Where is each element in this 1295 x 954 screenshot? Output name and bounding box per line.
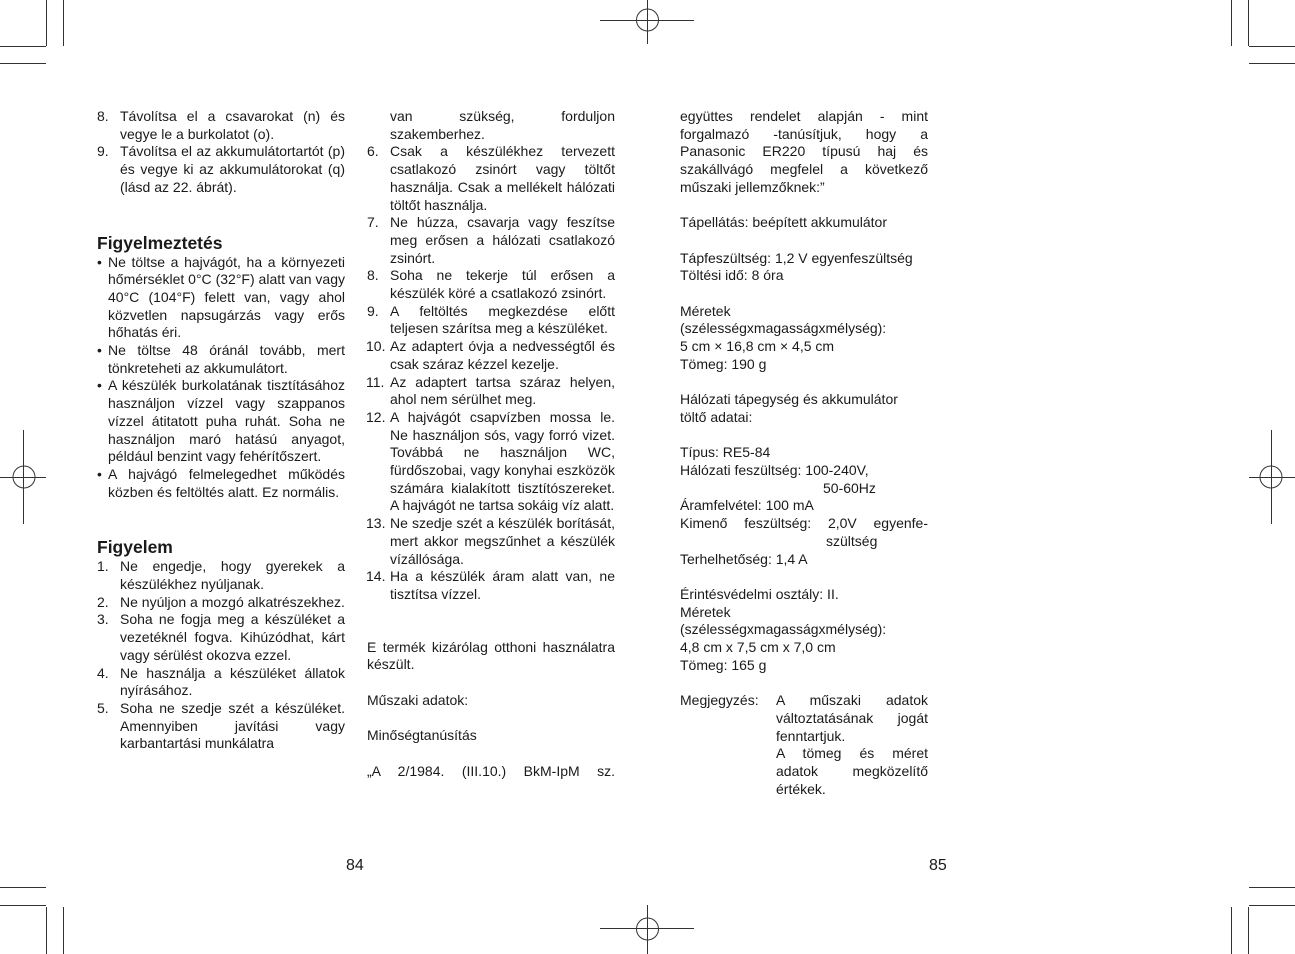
note-text: A tömeg és méret adatok megközelítő értékek. — [776, 745, 928, 797]
supply-voltage: Tápfeszültség: 1,2 V egyenfeszültség — [680, 249, 913, 266]
specs-title: Műszaki adatok: — [367, 691, 469, 708]
mains-voltage: Hálózati feszültség: 100-240V, — [680, 461, 869, 478]
note-label: Megjegyzés: — [680, 692, 759, 709]
protection-class: Érintésvédelmi osztály: II. — [680, 585, 839, 602]
warning-bullet: • Ne töltse 48 óránál tovább, mert tönkreteheti az akkumulátort. — [97, 342, 345, 376]
dimensions-desc: (szélességxmagasságxmélység): — [680, 320, 887, 337]
quality-title: Minőségtanúsítás — [367, 727, 477, 744]
list-item: 11. Az adaptert tartsa száraz helyen, ahol nem sérülhet meg. — [366, 373, 615, 408]
adapter-dimensions-value: 4,8 cm x 7,5 cm x 7,0 cm — [680, 639, 836, 655]
list-item: 12. A hajvágót csapvízben mossa le. Ne használjon sós, vagy forró vizet. Továbbá ne használjon WC, fürdőszobai, vagy konyhai eszközök számára kialakított tisztítószereket. A hajvágót ne tartsa sokáig víz alatt. — [366, 408, 615, 514]
list-item: 6. Csak a készülékhez tervezett csatlakozó zsinórt vagy töltőt használja. Csak a mellékelt hálózati töltőt használja. — [367, 143, 615, 213]
adapter-weight: Tömeg: 165 g — [680, 656, 767, 673]
list-item: 2. Ne nyúljon a mozgó alkatrészekhez. — [97, 593, 345, 610]
list-item: 9. A feltöltés megkezdése előtt teljesen szárítsa meg a készüléket. — [367, 302, 615, 337]
list-item-continuation: van szükség, forduljon szakemberhez. — [390, 108, 615, 142]
list-item: 5. Soha ne szedje szét a készüléket. Amennyiben javítási vagy karbantartási munkálatra — [97, 699, 345, 752]
list-item: 8. Távolítsa el a csavarokat (n) és vegye le a burkolatot (o). — [97, 108, 345, 142]
dimensions-value: 5 cm × 16,8 cm × 4,5 cm — [680, 338, 835, 355]
list-item: 7. Ne húzza, csavarja vagy feszítse meg erősen a hálózati csatlakozó zsinórt. — [367, 214, 615, 266]
registration-mark-bottom — [600, 905, 694, 954]
left-column — [97, 108, 345, 753]
note-block — [680, 692, 928, 798]
adapter-dimensions-label: Méretek — [680, 603, 731, 620]
weight: Tömeg: 190 g — [680, 355, 767, 372]
warning-heading: Figyelmeztetés — [97, 232, 223, 253]
caution-heading: Figyelem — [97, 537, 173, 558]
list-item: 10. Az adaptert óvja a nedvességtől és csak száraz kézzel kezelje. — [366, 338, 615, 372]
home-use-note: E termék kizárólag otthoni használatra készült. — [367, 638, 615, 673]
power-supply: Tápellátás: beépített akkumulátor — [680, 214, 888, 231]
list-item: 13. Ne szedje szét a készülék borítását, mert akkor megszűnhet a készülék vízállósága. — [366, 515, 615, 567]
warning-bullet: • A készülék burkolatának tisztításához használjon vízzel vagy szappanos vízzel átitatott puha ruhát. Soha ne használjon maró hatású anyagot, például benzint vagy fehérítőszert. — [97, 377, 345, 465]
current-draw: Áramfelvétel: 100 mA — [680, 497, 814, 514]
list-item: 14. Ha a készülék áram alatt van, ne tisztítsa vízzel. — [366, 568, 615, 602]
registration-mark-right — [1249, 430, 1295, 524]
list-item: 1. Ne engedje, hogy gyerekek a készülékhez nyúljanak. — [97, 558, 345, 593]
decree-continuation: együttes rendelet alapján - mint forgalmazó -tanúsítjuk, hogy a Panasonic ER220 típusú haj és szakállvágó megfelel a következő műszaki jellemzőknek:” — [680, 108, 928, 195]
adapter-type: Típus: RE5-84 — [680, 444, 771, 461]
registration-mark-top — [600, 0, 694, 44]
note-text: A műszaki adatok változtatásának jogát fenntartjuk. — [776, 692, 928, 744]
list-item: 4. Ne használja a készüléket állatok nyírásához. — [97, 664, 345, 699]
load-capacity: Terhelhetőség: 1,4 A — [680, 550, 808, 567]
output-voltage-cont: szültség — [826, 532, 878, 549]
decree-start: „A 2/1984. (III.10.) BkM-IpM sz. — [367, 762, 615, 779]
list-item: 8. Soha ne tekerje túl erősen a készülék köré a csatlakozó zsinórt. — [367, 267, 615, 302]
middle-column — [367, 108, 615, 780]
warning-bullet: • Ne töltse a hajvágót, ha a környezeti hőmérséklet 0°C (32°F) alatt van vagy 40°C (104°F) felett van, vagy ahol közvetlen napsugárzás vagy erős hőhatás éri. — [97, 253, 345, 341]
mains-frequency: 50-60Hz — [823, 479, 876, 496]
adapter-title: Hálózati tápegység és akkumulátor töltő adatai: — [680, 391, 898, 425]
warning-bullet: • A hajvágó felmelegedhet működés közben és feltöltés alatt. Ez normális. — [97, 465, 345, 500]
adapter-dimensions-desc: (szélességxmagasságxmélység): — [680, 621, 887, 638]
list-item: 9. Távolítsa el az akkumulátortartót (p) és vegye ki az akkumulátorokat (q) (lásd az 22. ábrát). — [97, 143, 345, 195]
list-item: 3. Soha ne fogja meg a készüléket a vezetéknél fogva. Kihúzódhat, kárt vagy sérülést okozva ezzel. — [97, 611, 345, 663]
dimensions-label: Méretek — [680, 302, 731, 319]
charge-time: Töltési idő: 8 óra — [680, 267, 784, 284]
page-number-right: 85 — [929, 857, 947, 874]
page-number-left: 84 — [346, 857, 364, 874]
right-column — [680, 108, 928, 798]
output-voltage: Kimenő feszültség: 2,0V egyenfe- — [680, 515, 928, 532]
registration-mark-left — [0, 430, 46, 524]
